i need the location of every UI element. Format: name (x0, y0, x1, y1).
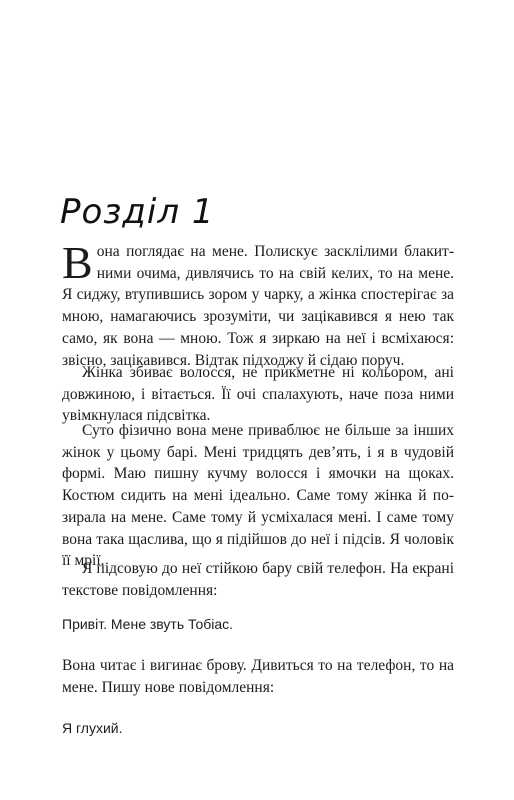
drop-cap: В (62, 237, 93, 288)
paragraph-4: Я підсовую до неї стійкою бару свій телефон. На екрані текстове повідомлення: (62, 560, 454, 599)
paragraph-3: Суто фізично вона мене приваблює не більше за інших жінок у цьому барі. Мені тридцять дев’ять, і я в чудовій формі. Маю пишну кучму волосся і ямочки на щоках. Костюм сидить на мені ідеально. Саме тому жінка й позирала на мене. Саме тому й усміхалася мені. І саме тому вона така щаслива, що я підійшов до неї і підсів. Я чоловік її мрії. (62, 422, 454, 570)
chapter-title: Розділ 1 (60, 192, 215, 232)
text-message-1: Привіт. Мене звуть Тобіас. (62, 616, 234, 632)
text-message-2: Я глухий. (62, 720, 123, 736)
paragraph-5: Вона читає і вигинає брову. Дивиться то на телефон, то на мене. Пишу нове повідомлення: (62, 657, 454, 696)
paragraph-2: Жінка збиває волосся, не прикметне ні кольором, ані довжиною, і вітається. Її очі спалахують, наче поза ними увімкнулася підсвітка. (62, 364, 454, 425)
paragraph-1 (62, 237, 454, 371)
paragraph-1-text: она поглядає на мене. Полискує засклілими блакитними очима, дивлячись то на свій келих, то на мене. Я сиджу, втупившись зором у чарку, а жінка спостерігає за мною, намагаючись зрозуміти, чи зацікавився я нею так само, як вона — мною. Тож я зиркаю на неї і всміхаюся: звісно, зацікавився. Відтак підходжу й сідаю поруч. (62, 243, 454, 369)
